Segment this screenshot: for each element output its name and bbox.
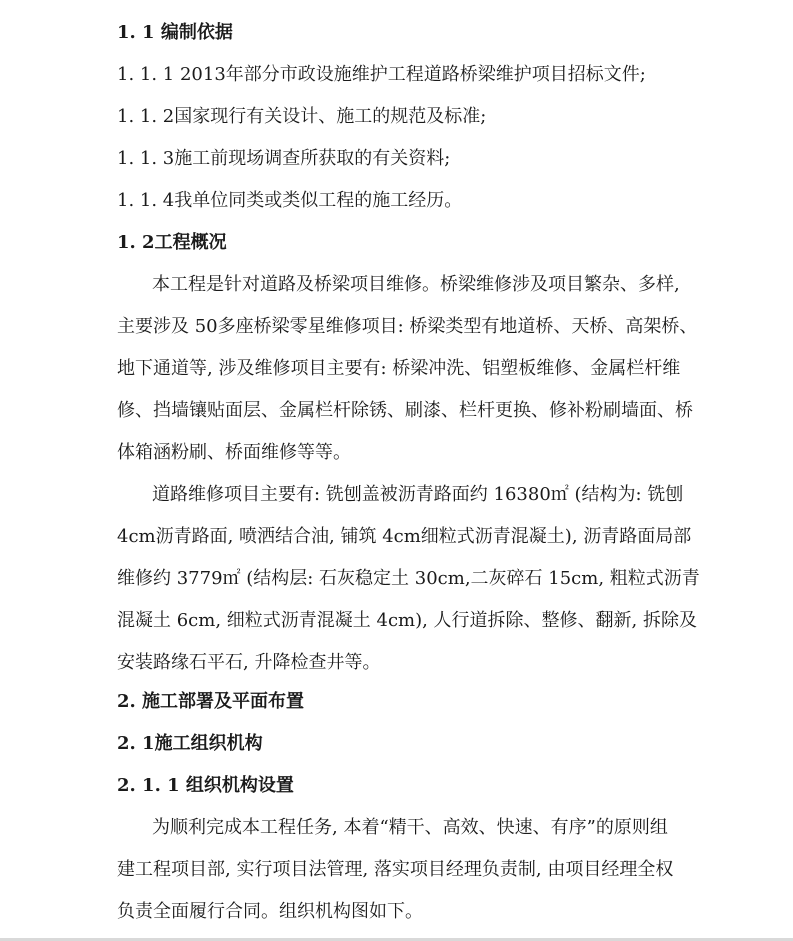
heading-2-1: 2. 1施工组织机构 bbox=[117, 733, 263, 754]
paragraph-line: 建工程项目部, 实行项目法管理, 落实项目经理负责制, 由项目经理全权 bbox=[117, 859, 674, 880]
list-item-1-1-1: 1. 1. 1 2013年部分市政设施维护工程道路桥梁维护项目招标文件; bbox=[117, 64, 646, 85]
list-item-1-1-4: 1. 1. 4我单位同类或类似工程的施工经历。 bbox=[117, 190, 463, 211]
heading-2-1-1: 2. 1. 1 组织机构设置 bbox=[117, 775, 294, 796]
paragraph-line: 本工程是针对道路及桥梁项目维修。桥梁维修涉及项目繁杂、多样, bbox=[152, 274, 680, 295]
paragraph-line: 为顺利完成本工程任务, 本着“精干、高效、快速、有序”的原则组 bbox=[152, 817, 668, 838]
paragraph-line: 4cm沥青路面, 喷洒结合油, 铺筑 4cm细粒式沥青混凝土), 沥青路面局部 bbox=[117, 526, 692, 547]
paragraph-line: 主要涉及 50多座桥梁零星维修项目: 桥梁类型有地道桥、天桥、高架桥、 bbox=[117, 316, 698, 337]
heading-2: 2. 施工部署及平面布置 bbox=[117, 691, 305, 712]
heading-1-1: 1. 1 编制依据 bbox=[117, 22, 233, 43]
paragraph-line: 地下通道等, 涉及维修项目主要有: 桥梁冲洗、铝塑板维修、金属栏杆维 bbox=[117, 358, 681, 379]
paragraph-line: 体箱涵粉刷、桥面维修等等。 bbox=[117, 442, 351, 463]
heading-1-2: 1. 2工程概况 bbox=[117, 232, 227, 253]
list-item-1-1-3: 1. 1. 3施工前现场调查所获取的有关资料; bbox=[117, 148, 451, 169]
paragraph-line: 道路维修项目主要有: 铣刨盖被沥青路面约 16380㎡ (结构为: 铣刨 bbox=[152, 484, 684, 505]
paragraph-line: 修、挡墙镶贴面层、金属栏杆除锈、刷漆、栏杆更换、修补粉刷墙面、桥 bbox=[117, 400, 693, 421]
paragraph-line: 维修约 3779㎡ (结构层: 石灰稳定土 30cm,二灰碎石 15cm, 粗粒式沥青 bbox=[117, 568, 700, 589]
paragraph-line: 安装路缘石平石, 升降检查井等。 bbox=[117, 652, 381, 673]
paragraph-line: 混凝土 6cm, 细粒式沥青混凝土 4cm), 人行道拆除、整修、翻新, 拆除及 bbox=[117, 610, 697, 631]
paragraph-line: 负责全面履行合同。组织机构图如下。 bbox=[117, 901, 423, 922]
list-item-1-1-2: 1. 1. 2国家现行有关设计、施工的规范及标准; bbox=[117, 106, 487, 127]
